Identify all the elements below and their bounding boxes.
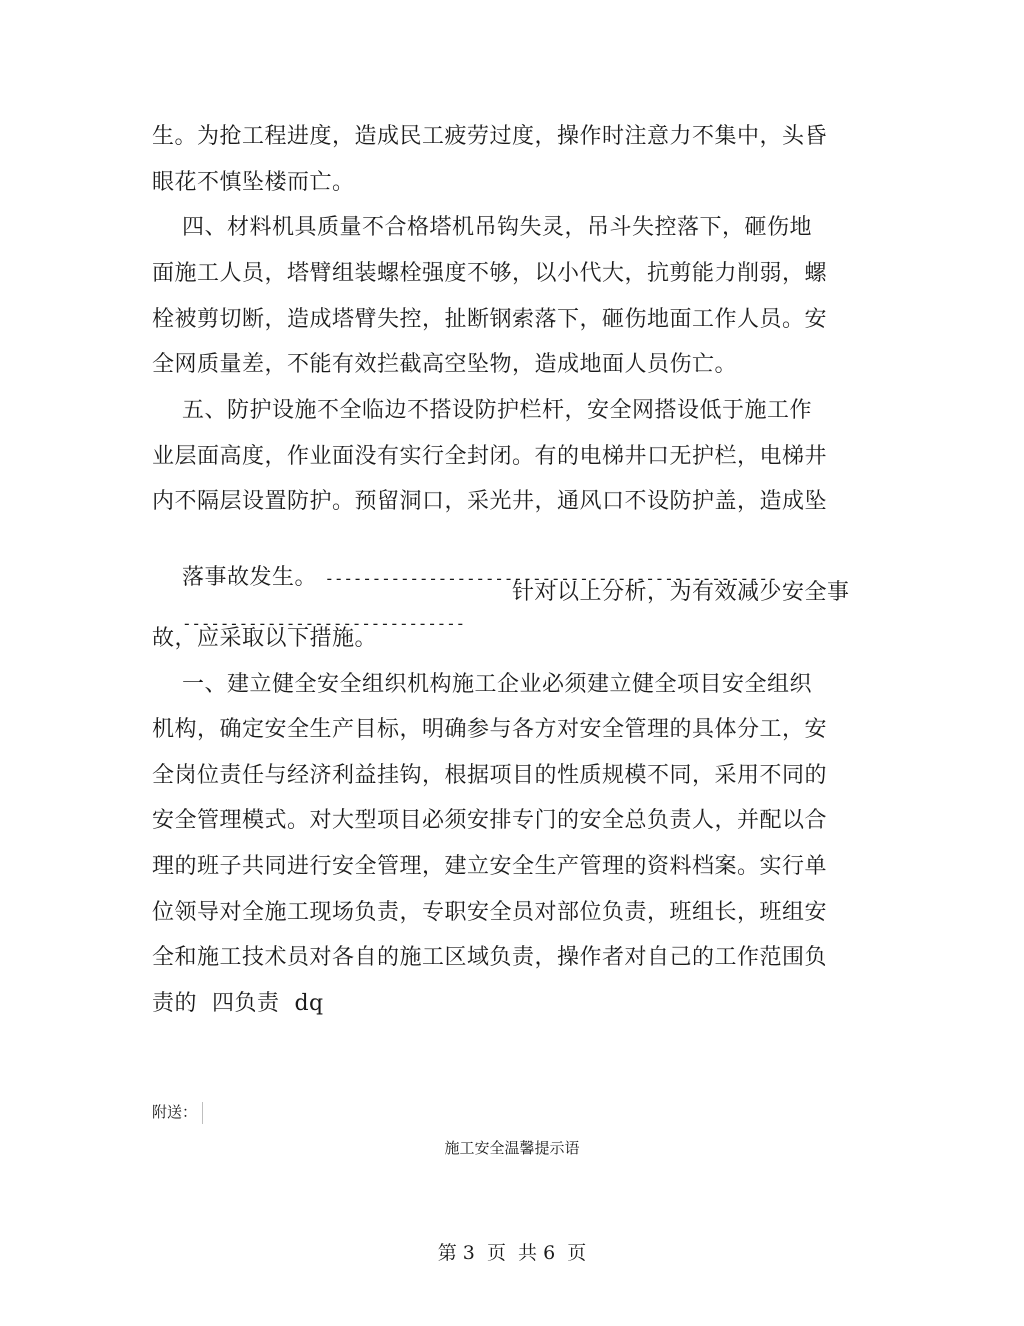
dash-rule: ------------------------------ bbox=[181, 614, 465, 633]
body-line: 五、防护设施不全临边不搭设防护栏杆，安全网搭设低于施工作 bbox=[152, 398, 812, 423]
body-line: 安全管理模式。对大型项目必须安排专门的安全总负责人，并配以合 bbox=[152, 808, 828, 833]
text-cursor-bar bbox=[202, 1102, 203, 1124]
appendix-title: 施工安全温馨提示语 bbox=[444, 1139, 580, 1157]
body-line: 全和施工技术员对各自的施工区域负责，操作者对自己的工作范围负 bbox=[152, 945, 828, 970]
body-line: 一、建立健全安全组织机构施工企业必须建立健全项目安全组织 bbox=[152, 672, 812, 697]
body-line: 生。为抢工程进度，造成民工疲劳过度，操作时注意力不集中，头昏 bbox=[152, 124, 828, 149]
body-line: 位领导对全施工现场负责，专职安全员对部位负责，班组长，班组安 bbox=[152, 900, 828, 925]
body-line: 全网质量差，不能有效拦截高空坠物，造成地面人员伤亡。 bbox=[152, 352, 738, 377]
body-line: 业层面高度，作业面没有实行全封闭。有的电梯井口无护栏，电梯井 bbox=[152, 444, 828, 469]
body-line: 机构，确定安全生产目标，明确参与各方对安全管理的具体分工，安 bbox=[152, 717, 828, 742]
body-line: 面施工人员，塔臂组装螺栓强度不够，以小代大，抗剪能力削弱，螺 bbox=[152, 261, 828, 286]
body-line: 责的 四负责 dq bbox=[152, 991, 324, 1016]
body-line: 理的班子共同进行安全管理，建立安全生产管理的资料档案。实行单 bbox=[152, 854, 828, 879]
body-line-text: 落事故发生。 bbox=[181, 565, 325, 590]
dash-rule: ------------------------------------------------ bbox=[324, 569, 778, 588]
body-line: 内不隔层设置防护。预留洞口，采光井，通风口不设防护盖，造成坠 bbox=[152, 489, 828, 514]
page-number-footer: 第 3 页 共 6 页 bbox=[437, 1242, 587, 1264]
body-line: 栓被剪切断，造成塔臂失控，扯断钢索落下，砸伤地面工作人员。安 bbox=[152, 307, 828, 332]
body-line: 故，应采取以下措施。 bbox=[152, 626, 378, 651]
body-line: 全岗位责任与经济利益挂钩，根据项目的性质规模不同，采用不同的 bbox=[152, 763, 828, 788]
body-line-tail: 针对以上分析，为有效减少安全事 bbox=[512, 580, 850, 605]
body-line: 眼花不慎坠楼而亡。 bbox=[152, 170, 355, 195]
body-line: 四、材料机具质量不合格塔机吊钩失灵，吊斗失控落下，砸伤地 bbox=[152, 215, 812, 240]
appendix-label: 附送： bbox=[152, 1103, 198, 1121]
